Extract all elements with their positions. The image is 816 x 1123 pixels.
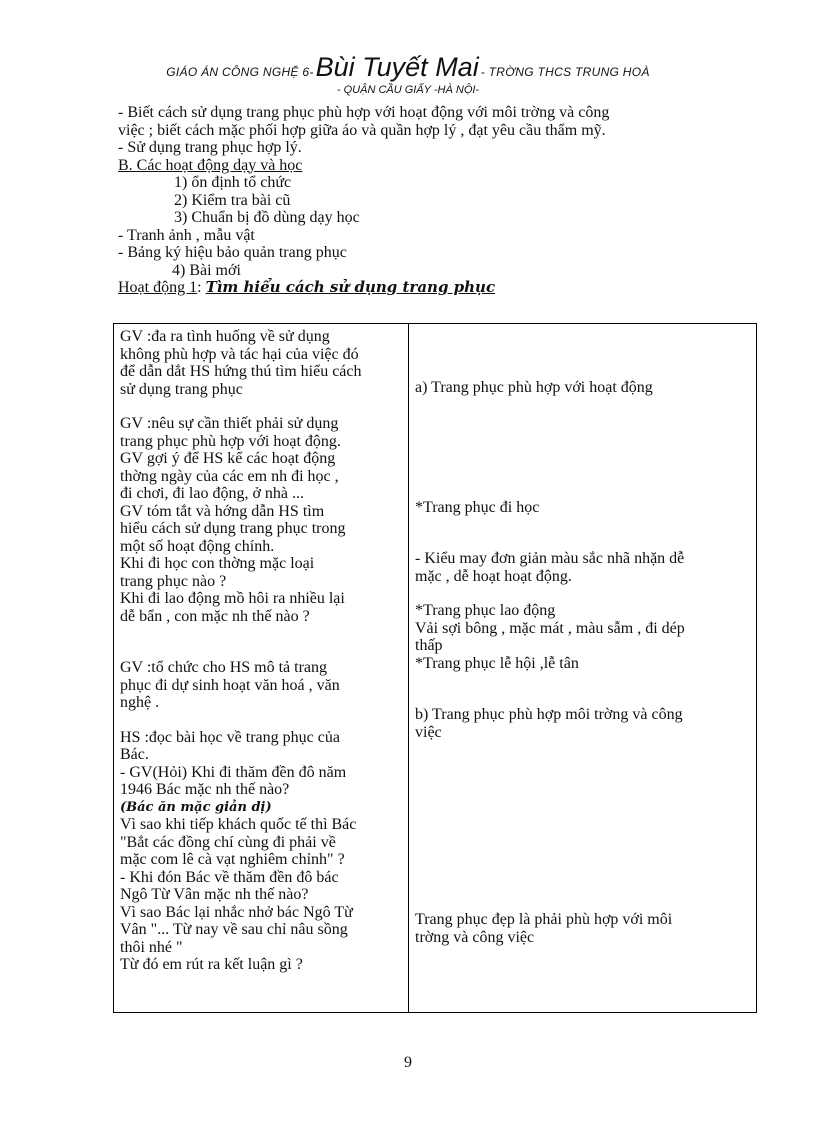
cell-line: Bác.	[120, 746, 149, 763]
cell-line: - Khi đón Bác về thăm đền đô bác	[120, 868, 339, 886]
activity-heading	[118, 279, 718, 297]
cell-line: trang phục nào ?	[120, 572, 227, 590]
header-address: - QUẬN CẦU GIẤY -HÀ NỘI-	[336, 84, 480, 96]
cell-line: mặc , dễ hoạt hoạt động.	[415, 567, 572, 585]
cell-line: Vì sao khi tiếp khách quốc tế thì Bác	[120, 816, 357, 833]
cell-line: GV :nêu sự cần thiết phải sử dụng	[120, 415, 339, 432]
page-header	[0, 52, 816, 96]
cell-line: 1946 Bác mặc nh thế nào?	[120, 781, 290, 798]
step-item: 3) Chuẩn bị đồ dùng dạy học	[174, 209, 360, 226]
header-author: Bùi Tuyết Mai	[315, 52, 479, 82]
cell-line: phục đi dự sinh hoạt văn hoá , văn	[120, 676, 340, 694]
activity-label: Hoạt động 1	[118, 279, 198, 296]
cell-line: Từ đó em rút ra kết luận gì ?	[120, 956, 303, 973]
cell-line: một số hoạt động chính.	[120, 537, 275, 555]
table-row	[114, 324, 757, 1013]
step-item: 2) Kiểm tra bài cũ	[174, 191, 291, 209]
cell-line: (Bác ăn mặc giản dị)	[120, 799, 272, 815]
step-item: 4) Bài mới	[172, 261, 241, 279]
cell-line: thôi nhé "	[120, 938, 183, 956]
cell-line: Ngô Từ Vân mặc nh thế nào?	[120, 886, 309, 903]
cell-line: a) Trang phục phù hợp với hoạt động	[415, 379, 653, 396]
cell-line: để dẫn dắt HS hứng thú tìm hiểu cách	[120, 363, 362, 380]
header-prefix: GIÁO ÁN CÔNG NGHỆ 6-	[166, 65, 314, 79]
cell-line: *Trang phục đi học	[415, 498, 540, 516]
cell-line: không phù hợp và tác hại của việc đó	[120, 345, 359, 363]
cell-line: - Kiểu may đơn giản màu sắc nhã nhặn dễ	[415, 550, 685, 567]
cell-line: thờng ngày của các em nh đi học ,	[120, 467, 339, 485]
cell-line: GV :đa ra tình huống về sử dụng	[120, 328, 330, 345]
lesson-table	[113, 323, 757, 1013]
cell-line: mặc com lê cà vạt nghiêm chỉnh" ?	[120, 851, 345, 868]
intro-line: - Sử dụng trang phục hợp lý.	[118, 139, 302, 156]
cell-line: b) Trang phục phù hợp môi trờng và công	[415, 706, 683, 723]
material-item: - Bảng ký hiệu bảo quản trang phục	[118, 244, 347, 261]
cell-line: Vải sợi bông , mặc mát , màu sẫm , đi dép	[415, 619, 685, 637]
content-cell	[409, 324, 757, 1013]
cell-line: nghệ .	[120, 694, 160, 711]
cell-line: Trang phục đẹp là phải phù hợp với môi	[415, 911, 673, 928]
activity-title: Tìm hiểu cách sử dụng trang phục	[205, 278, 496, 296]
material-item: - Tranh ảnh , mẫu vật	[118, 226, 255, 244]
cell-line: dễ bẩn , con mặc nh thế nào ?	[120, 607, 310, 625]
cell-line: GV tóm tắt và hớng dẫn HS tìm	[120, 502, 325, 520]
cell-line: thấp	[415, 637, 443, 654]
cell-line: sử dụng trang phục	[120, 380, 243, 398]
cell-line: Khi đi học con thờng mặc loại	[120, 555, 315, 572]
cell-line: GV :tổ chức cho HS mô tả trang	[120, 659, 328, 676]
cell-line: *Trang phục lao động	[415, 602, 556, 619]
intro-line: việc ; biết cách mặc phối hợp giữa áo và quần hợp lý , đạt yêu cầu thẩm mỹ.	[118, 121, 606, 139]
cell-line: đi chơi, đi lao động, ở nhà ...	[120, 485, 305, 502]
cell-line: GV gợi ý để HS kể các hoạt động	[120, 450, 336, 467]
header-suffix: - TRỜNG THCS TRUNG HOÀ	[480, 65, 650, 79]
cell-line: HS :đọc bài học về trang phục của	[120, 728, 340, 746]
cell-line: trờng và công việc	[415, 928, 535, 946]
cell-line: - GV(Hỏi) Khi đi thăm đền đô năm	[120, 763, 347, 781]
cell-line: "Bắt các đồng chí cùng đi phải về	[120, 833, 336, 851]
cell-line: trang phục phù hợp với hoạt động.	[120, 432, 341, 450]
cell-line: Khi đi lao động mồ hôi ra nhiều lại	[120, 590, 345, 607]
cell-line: Vân "... Từ nay về sau chỉ nâu sồng	[120, 921, 348, 938]
activity-colon: :	[197, 279, 206, 296]
teacher-activity-cell	[114, 324, 409, 1013]
cell-line: Vì sao Bác lại nhắc nhở bác Ngô Từ	[120, 903, 353, 921]
cell-line: việc	[415, 723, 442, 741]
page-number: 9	[404, 1054, 412, 1071]
cell-line: *Trang phục lễ hội ,lễ tân	[415, 654, 579, 672]
section-b-heading: B. Các hoạt động dạy và học	[118, 156, 303, 174]
cell-line: hiểu cách sử dụng trang phục trong	[120, 520, 346, 537]
step-item: 1) ổn định tổ chức	[174, 174, 292, 191]
intro-line: - Biết cách sử dụng trang phục phù hợp với hoạt động với môi trờng và công	[118, 104, 610, 121]
intro-section	[118, 104, 718, 297]
